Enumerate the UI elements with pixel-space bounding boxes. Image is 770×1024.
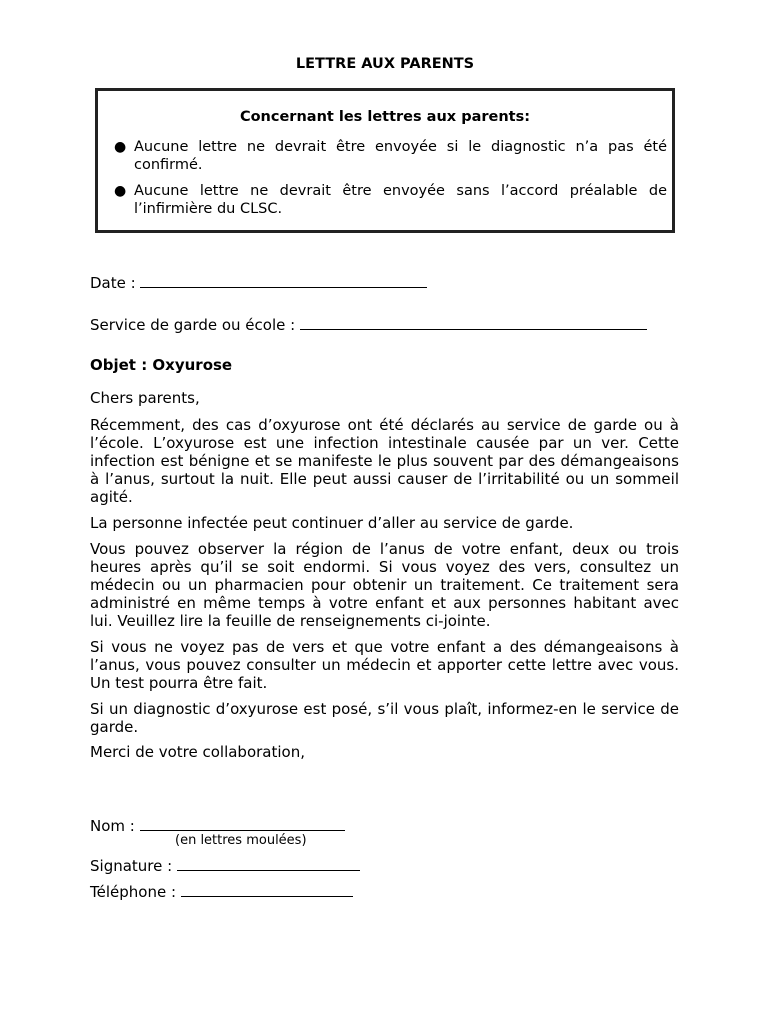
phone-input-line[interactable] (181, 882, 353, 897)
bullet-icon: ● (114, 139, 127, 155)
paragraph-3: Vous pouvez observer la région de l’anus de votre enfant, deux ou trois heures après qu’il se soit endormi. Si vous voyez des vers, consultez un médecin ou un pharmacien pour obtenir un traitement. Ce traitement sera administré en même temps à votre enfant et aux personnes habitant avec lui. Veuillez lire la feuille de renseignements ci-jointe. (90, 540, 679, 630)
subject: Objet : Oxyurose (90, 356, 233, 374)
notice-list (114, 138, 667, 226)
school-input-line[interactable] (300, 315, 647, 330)
notice-item-text: Aucune lettre ne devrait être envoyée si le diagnostic n’a pas été confirmé. (134, 139, 667, 173)
notice-title: Concernant les lettres aux parents: (239, 109, 531, 125)
notice-box (95, 88, 675, 233)
signature-label: Signature : (90, 857, 173, 875)
name-label: Nom : (90, 817, 135, 835)
paragraph-1: Récemment, des cas d’oxyurose ont été déclarés au service de garde ou à l’école. L’oxyurose est une infection intestinale causée par un ver. Cette infection est bénigne et se manifeste le plus souvent par des démangeaisons à l’anus, surtout la nuit. Elle peut aussi causer de l’irritabilité ou un sommeil agité. (90, 416, 679, 506)
page-title: LETTRE AUX PARENTS (295, 56, 475, 72)
phone-field (90, 882, 353, 901)
bullet-icon: ● (114, 183, 127, 199)
signature-field (90, 856, 360, 875)
notice-item-text: Aucune lettre ne devrait être envoyée sans l’accord préalable de l’infirmière du CLSC. (134, 183, 667, 217)
greeting: Chers parents, (90, 389, 200, 407)
notice-item (114, 182, 667, 218)
date-label: Date : (90, 274, 136, 292)
closing: Merci de votre collaboration, (90, 743, 305, 761)
paragraph-4: Si vous ne voyez pas de vers et que votre enfant a des démangeaisons à l’anus, vous pouvez consulter un médecin et apporter cette lettre avec vous. Un test pourra être fait. (90, 638, 679, 692)
date-input-line[interactable] (140, 273, 427, 288)
paragraph-2: La personne infectée peut continuer d’aller au service de garde. (90, 514, 574, 532)
signature-input-line[interactable] (177, 856, 360, 871)
school-label: Service de garde ou école : (90, 316, 296, 334)
date-field (90, 273, 427, 292)
school-field (90, 315, 647, 334)
name-hint: (en lettres moulées) (175, 833, 307, 848)
name-input-line[interactable] (140, 816, 345, 831)
notice-item (114, 138, 667, 174)
paragraph-5: Si un diagnostic d’oxyurose est posé, s’il vous plaît, informez-en le service de garde. (90, 700, 679, 736)
phone-label: Téléphone : (90, 883, 177, 901)
